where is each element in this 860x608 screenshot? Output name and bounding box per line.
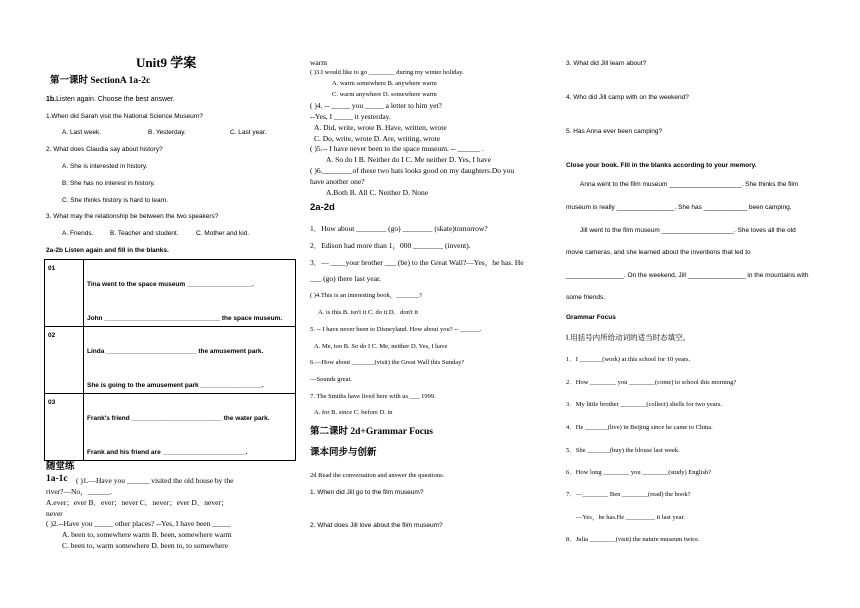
q2-option-c: C. She thinks history is hard to learn.: [62, 197, 169, 204]
practice-q2: ( )2.--Have you _____ other places? --Yes, I have been _____: [46, 519, 232, 528]
mc-line: A. warm somewhere B. anywhere warm: [332, 80, 437, 87]
worksheet-title: Unit9 学案: [136, 55, 197, 70]
table-line: She is going to the amusement park _________________.: [87, 382, 264, 389]
ex2a2b-heading: 2a-2b Listen again and fill in the blanks.: [46, 247, 169, 254]
row-number: 01: [48, 265, 56, 272]
table-line: John ________________________________ the space museum.: [87, 315, 283, 322]
mc-line: C. warm anywhere D. somewhere warm: [332, 91, 437, 98]
q1-option-c: C. Last year.: [230, 129, 267, 136]
fill-line: 3．— ____your brother ___ (be) to the Great Wall?—Yes，he has. He: [310, 258, 524, 267]
ex2d-question-4: 4. Who did Jill camp with on the weekend?: [566, 94, 689, 101]
grammar-instruction: Ⅰ.用括号内所给动词的适当时态填空。: [566, 333, 691, 342]
mc-line: ( )5.-- I have never been to the space museum. -- ______ .: [310, 144, 484, 153]
memory-line: ________________. On the weekend, Jill ________________ in the mountains with: [566, 272, 809, 279]
fill-line: ___ (go) there last year.: [310, 274, 382, 283]
memory-line: some friends.: [566, 294, 606, 301]
middle-column: [300, 0, 562, 608]
fill-line: 6.—How about _______(visit) the Great Wall this Sunday?: [310, 359, 465, 366]
grammar-item: 2．How ________ you ________(come) to school this morning?: [566, 379, 737, 386]
q3-option-c: C. Mother and kid.: [196, 230, 250, 237]
q3-option-b: B. Teacher and student.: [110, 230, 179, 237]
table-line: Frank and his friend are _______________________.: [87, 449, 248, 456]
mc-line: ( )3.I would like to go ________ during my winter holiday.: [310, 69, 464, 76]
mc-line: have another one?: [310, 177, 365, 186]
practice-q2-options-cd: C. been to, warm somewhere D. been to, to somewhere: [62, 541, 228, 550]
ex2a2d-heading: 2a-2d: [310, 202, 335, 213]
ex2d-question-3: 3. What did Jill learn about?: [566, 60, 647, 67]
table-line: Frank's friend _________________________ the water park.: [87, 415, 270, 422]
memory-line: Anna went to the film museum ____________________. She thinks the film: [580, 181, 799, 188]
mc-line: A. Did, write, wrote B. Have, written, wrote: [314, 123, 447, 132]
question-1: 1.When did Sarah visit the National Science Museum?: [46, 113, 203, 120]
ex2d-question-1: 1. When did Jill go to the film museum?: [310, 489, 424, 496]
ex2d-question-2: 2. What does Jill love about the film museum?: [310, 522, 443, 529]
table-line: Linda _________________________ the amusement park.: [87, 348, 264, 355]
right-column: [562, 0, 860, 608]
lesson1-heading: 第一课时 SectionA 1a-2c: [50, 76, 151, 86]
fill-line: 1．How about ________ (go) ________ (skate)tomorrow?: [310, 224, 488, 233]
memory-line: museum is really ________________. She has ____________ been camping.: [566, 204, 792, 211]
q3-option-a: A. Friends.: [62, 230, 94, 237]
grammar-item: 6．How long ________ you ________(study) English?: [566, 469, 711, 476]
mc-line: C. Do, write, wrote D. Are, writing, wrote: [314, 134, 441, 143]
mc-line: --Yes, I _____ it yesterday.: [310, 112, 391, 121]
fill-line: A. for B. since C. before D. in: [314, 409, 393, 416]
lesson2-heading: 第二课时 2d+Grammar Focus: [310, 427, 433, 437]
grammar-item: 8．Julia ________(visit) the nature museum twice.: [566, 536, 700, 543]
fill-line: 7. The Smiths have lived here with us ___ 1999.: [310, 393, 436, 400]
q1-option-b: B. Yesterday.: [148, 129, 186, 136]
grammar-item: 7．—________ Ben ________(read) the book?: [566, 491, 691, 498]
ex1a1c-heading: 1a-1c: [46, 474, 68, 484]
memory-line: movie cameras, and she learned about the inventions that led to: [566, 249, 751, 256]
grammar-item: 5．She _______(buy) the blouse last week.: [566, 447, 680, 454]
fill-line: 2．Edison had more than 1，000 ________ (invent).: [310, 241, 471, 250]
fill-blank-table: [44, 259, 296, 461]
mc-line: ( )6.________of these two hats looks good on my daughters.Do you: [310, 166, 515, 175]
practice-q1: ( )1.—Have you ______ visited the old house by the: [76, 476, 234, 485]
row-number: 02: [48, 332, 56, 339]
q2-option-a: A. She is interested in history.: [62, 163, 148, 170]
q1-option-a: A. Last week.: [62, 129, 102, 136]
sync-heading: 课本同步与创新: [310, 448, 377, 458]
practice-heading: 随堂练: [46, 462, 75, 472]
mc-line: A.Both B. All C. Neither D. None: [326, 188, 429, 197]
memory-heading: Close your book. Fill in the blanks according to your memory.: [566, 162, 757, 169]
grammar-item: —Yes，he has.He _________ it last year.: [576, 514, 685, 521]
ex2d-instruction: 2d Read the conversation and answer the questions.: [310, 472, 445, 479]
mc-line: ( )4. -- _____ you _____ a letter to him yet?: [310, 101, 442, 110]
ex1b-instruction: 1b.Listen again. Choose the best answer.: [46, 96, 175, 103]
mc-line: warm: [310, 58, 328, 67]
q2-option-b: B. She has no interest in history.: [62, 180, 156, 187]
practice-q2-options-ab: A. been to, somewhere warm B. been, somewhere warm: [62, 530, 232, 539]
memory-line: Jill went to the film museum ____________________. She loves all the old: [580, 227, 796, 234]
grammar-item: 4．He _______(live) in Beijing since he came to China.: [566, 424, 713, 431]
grammar-item: 3．My little brother ________(collect) shells for two years.: [566, 401, 722, 408]
grammar-focus-heading: Grammar Focus: [566, 314, 616, 321]
row-number: 03: [48, 399, 56, 406]
practice-q1-options-cont: never: [46, 509, 63, 518]
ex2d-question-5: 5. Has Anna ever been camping?: [566, 128, 663, 135]
left-column: [0, 0, 300, 608]
grammar-item: 1．I _______(work) at this school for 10 years.: [566, 356, 691, 363]
mc-line: A. So do I B. Neither do I C. Me neither D. Yes, I have: [326, 155, 491, 164]
question-3: 3. What may the relationship be between the two speakers?: [46, 213, 219, 220]
fill-line: A. is this B. isn't it C. do it D．don't it: [318, 309, 419, 316]
practice-q1-options: A.ever；ever B．ever；never C．never；ever D．never；: [46, 498, 229, 507]
fill-line: 5. -- I have never been to Disneyland. How about you? -- ______.: [310, 326, 482, 333]
practice-q1-cont: river?—No，______.: [46, 487, 113, 496]
question-2: 2. What does Claudia say about history?: [46, 146, 163, 153]
fill-line: —Sounds great.: [310, 376, 352, 383]
fill-line: A. Me, too B. So do I C. Me, neither D. Yes, I have: [314, 343, 448, 350]
table-line: Tina went to the space museum __________________.: [87, 281, 254, 288]
fill-line: ( )4.This is an interesting book，_______?: [310, 292, 422, 299]
